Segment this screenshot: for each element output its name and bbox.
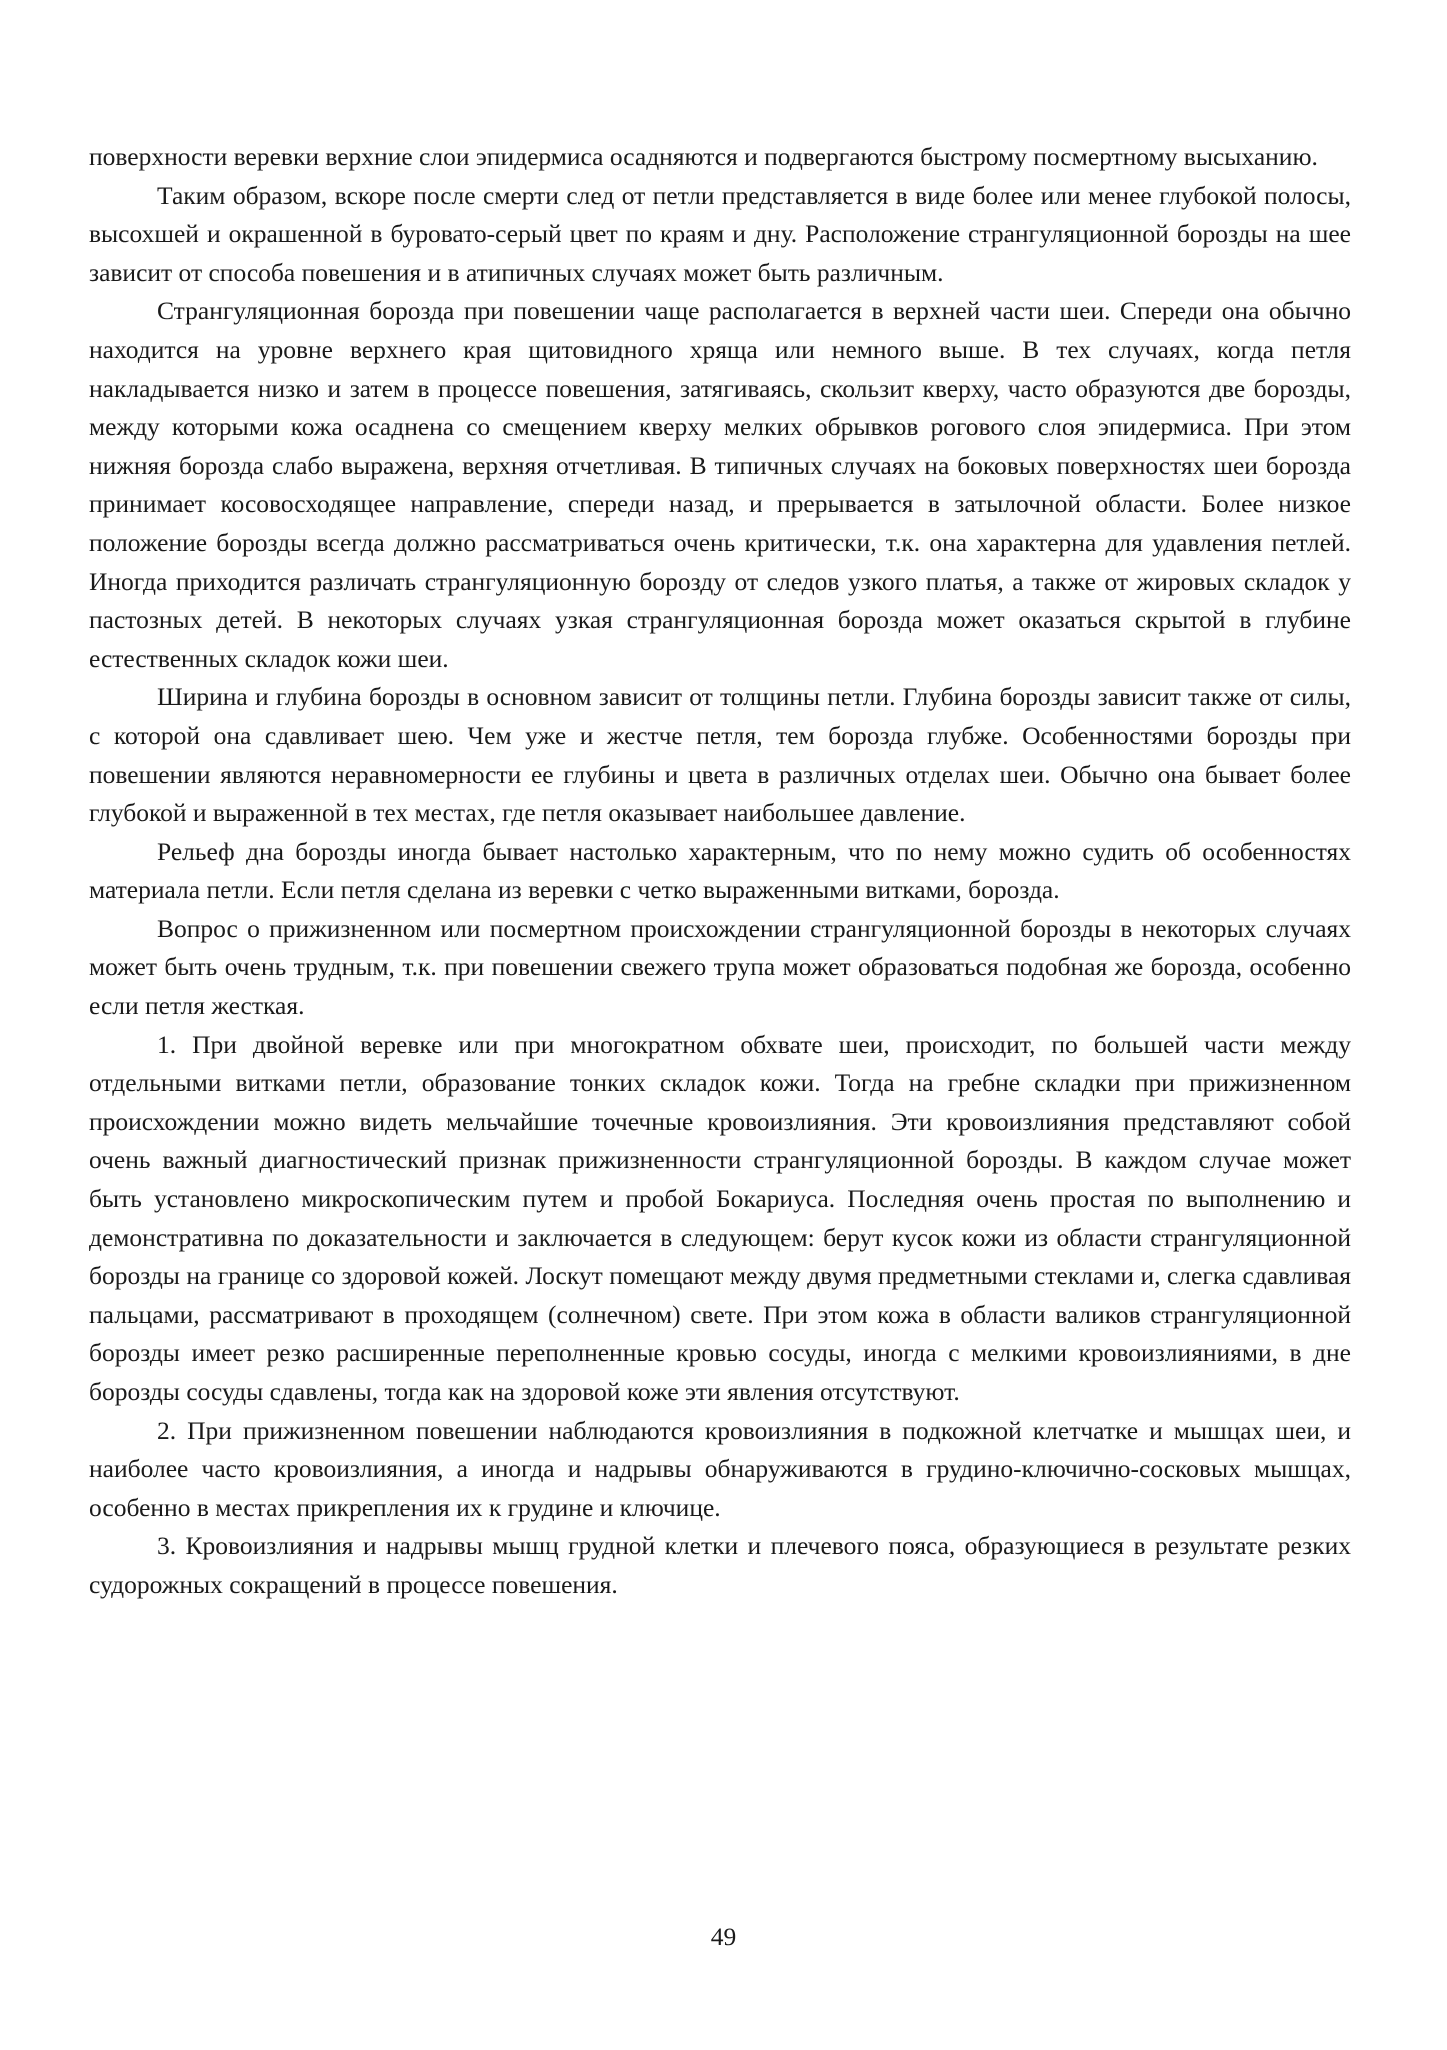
paragraph-4: Ширина и глубина борозды в основном зависит от толщины петли. Глубина борозды зависит также от силы, с которой она сдавливает шею. Чем уже и жестче петля, тем борозда глубже. Особенностями борозды при повешении являются неравномерности ее глубины и цвета в различных отделах шеи. Обычно она бывает более глубокой и выраженной в тех местах, где петля оказывает наибольшее давление. [89,682,1351,828]
paragraph-2: Таким образом, вскоре после смерти след от петли представляется в виде более или менее глубокой полосы, высохшей и окрашенной в буровато-серый цвет по краям и дну. Расположение странгуляционной борозды на шее зависит от способа повешения и в атипичных случаях может быть различным. [89,180,1351,287]
page-body [89,138,1351,1605]
paragraph-9: 3. Кровоизлияния и надрывы мышц грудной клетки и плечевого пояса, образующиеся в результате резких судорожных сокращений в процессе повешения. [89,1531,1351,1599]
paragraph-3: Странгуляционная борозда при повешении чаще располагается в верхней части шеи. Спереди она обычно находится на уровне верхнего края щитовидного хряща или немного выше. В тех случаях, когда петля накладывается низко и затем в процессе повешения, затягиваясь, скользит кверху, часто образуются две борозды, между которыми кожа осаднена со смещением кверху мелких обрывков рогового слоя эпидермиса. При этом нижняя борозда слабо выражена, верхняя отчетливая. В типичных случаях на боковых поверхностях шеи борозда принимает косовосходящее направление, спереди назад, и прерывается в затылочной области. Более низкое положение борозды всегда должно рассматриваться очень критически, т.к. она характерна для удавления петлей. Иногда приходится различать странгуляционную борозду от следов узкого платья, а также от жировых складок у пастозных детей. В некоторых случаях узкая странгуляционная борозда может оказаться скрытой в глубине естественных складок кожи шеи. [89,296,1351,673]
paragraph-1: поверхности веревки верхние слои эпидермиса осадняются и подвергаются быстрому посмертному высыханию. [89,142,1318,171]
paragraph-7: 1. При двойной веревке или при многократном обхвате шеи, происходит, по большей части между отдельными витками петли, образование тонких складок кожи. Тогда на гребне складки при прижизненном происхождении можно видеть мельчайшие точечные кровоизлияния. Эти кровоизлияния представляют собой очень важный диагностический признак прижизненности странгуляционной борозды. В каждом случае может быть установлено микроскопическим путем и пробой Бокариуса. Последняя очень простая по выполнению и демонстративна по доказательности и заключается в следующем: берут кусок кожи из области странгуляционной борозды на границе со здоровой кожей. Лоскут помещают между двумя предметными стеклами и, слегка сдавливая пальцами, рассматривают в проходящем (солнечном) свете. При этом кожа в области валиков странгуляционной борозды имеет резко расширенные переполненные кровью сосуды, иногда с мелкими кровоизлияниями, в дне борозды сосуды сдавлены, тогда как на здоровой коже эти явления отсутствуют. [89,1029,1351,1406]
page-number: 49 [710,1922,737,1951]
paragraph-8: 2. При прижизненном повешении наблюдаются кровоизлияния в подкожной клетчатке и мышцах шеи, и наиболее часто кровоизлияния, а иногда и надрывы обнаруживаются в грудино-ключично-сосковых мышцах, особенно в местах прикрепления их к грудине и ключице. [89,1415,1351,1522]
paragraph-6: Вопрос о прижизненном или посмертном происхождении странгуляционной борозды в некоторых случаях может быть очень трудным, т.к. при повешении свежего трупа может образоваться подобная же борозда, особенно если петля жесткая. [89,913,1351,1021]
paragraph-5: Рельеф дна борозды иногда бывает настолько характерным, что по нему можно судить об особенностях материала петли. Если петля сделана из веревки с четко выраженными витками, борозда. [89,836,1351,905]
